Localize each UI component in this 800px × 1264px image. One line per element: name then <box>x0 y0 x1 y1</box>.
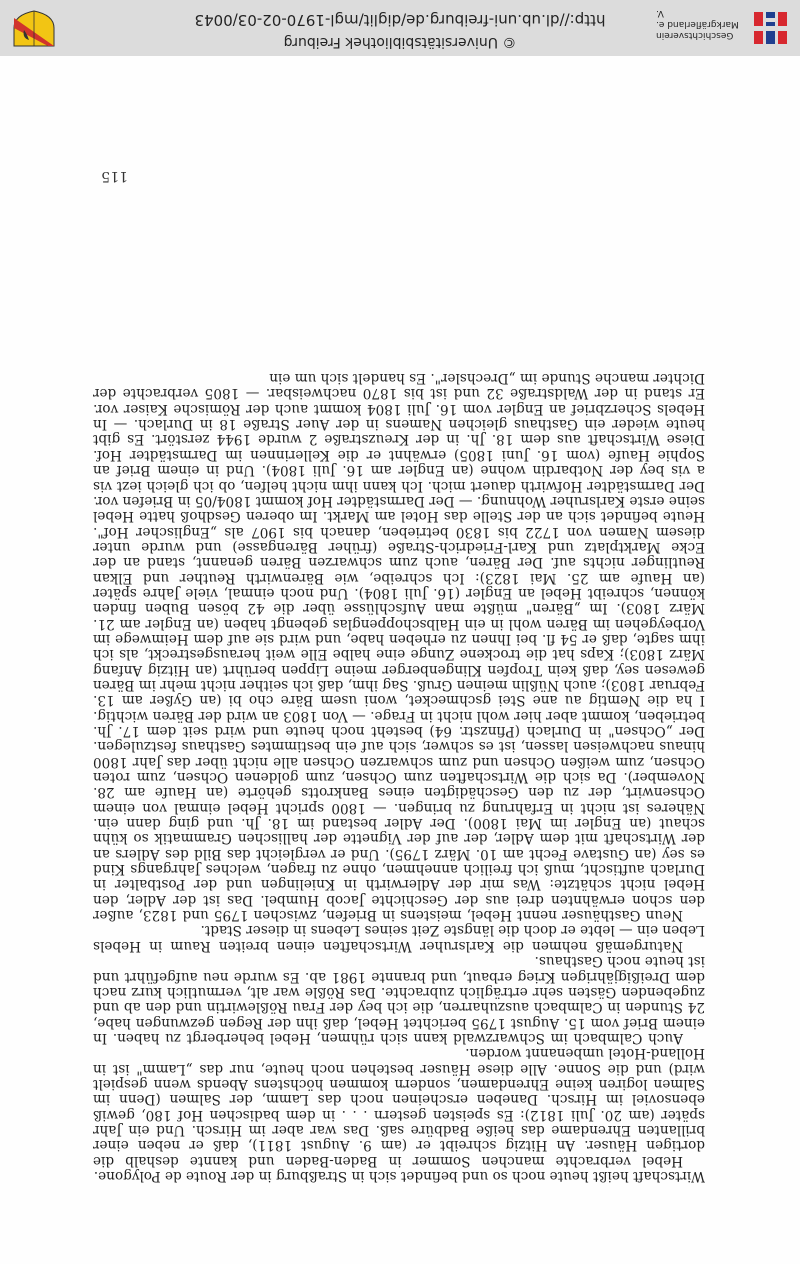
body-text <box>93 370 705 1183</box>
paragraph: Neun Gasthäuser nennt Hebel, meistens in Briefen, zwischen 1795 und 1823, außer den schon erwähnten drei aus der Geschichte Jacob Humbel. Das ist der Adler, den Hebel nicht schätzte: Was mir der Adlerwirth in Knielingen und der Postbalter in Durlach auftischt, muß ich freilich annehmen, ohne zu fragen, welches Jahrgangs Kind es sey (an Gustave Fecht am 10. März 1795). Und er vergleicht das Bild des Adlers an der Wirtschaft mit dem Adler, der auf der Vignette der hallischen Grammatik so kühn schaut (an Engler im Mai 1800). Der Adler bestand im 18. Jh. und ging dann ein. Näheres ist nicht in Erfahrung zu bringen. — 1800 spricht Hebel einmal von einem Ochsenwirt, der zu den Geschädigten eines Bankrotts gehörte (an Haufe am 28. November). Da sich die Wirtschaften zum Ochsen, zum goldenen Ochsen, zum roten Ochsen, zum weißen Ochsen und zum schwarzen Ochsen alle nicht über das Jahr 1800 hinaus nachweisen lassen, ist es schwer, sich auf ein bestimmtes Gasthaus festzulegen. Der „Ochsen" in Durlach (Pfinzstr. 64) besteht noch heute und wird seit dem 17. Jh. betrieben, kommt aber hier wohl nicht in Frage. — Von 1803 an wird der Bären wichtig. I ha die Nemtig au ane Stei gschmecket, woni usem Bäre cho bi (an Gyßer am 13. Februar 1803); auch Nüßlin meinen Gruß. Sag ihm, daß ich seither nicht mehr im Bären gewesen sey, daß kein Tropfen Klingenberger meine Lippen berührt (an Hitzig Anfang März 1803); Kaps hat die trockene Zunge eine halbe Elle weit herausgestreckt, als ich ihm sagte, daß er 54 fl. bei Ihnen zu erheben habe, und wird sie auf dem Heimwege im Vorbeygehen im Bären wohl in ein Halbschoppenglas gebengt haben (an Engler am 21. März 1803). Im „Bären" müßte man Aufschlüsse über die 42 bösen Buben finden können, schreibt Hebel an Engler (16. Juli 1804). Und noch einmal, viele Jahre später (an Haufe am 25. Mai 1823): Ich schreibe, wie Bärenwirth Reuther und Elkan Reutlinger nichts auf. Der Bären, auch zum schwarzen Bären genannt, stand an der Ecke Marktplatz und Karl-Friedrich-Straße (früher Bärengasse) und wurde unter diesem Namen von 1722 bis 1830 betrieben, danach bis 1907 als „Englischer Hof". Heute befindet sich an der Stelle das Hotel am Markt. Im oberen Gesdhoß hatte Hebel seine erste Karlsruher Wohnung. — Der Darmstädter Hof kommt 1804/05 in Briefen vor. Der Darmstädter Hofwirth dauert mich. Ich kann ihm nicht helfen, ob ich gleich iezt vis a vis bey der Notbardin wohne (an Engler am 16. Juli 1804). Und in einem Brief an Sophie Haufe (vom 16. Juni 1805) erwähnt er die Kellerinnen im Darmstädter Hof. Diese Wirtschaft aus dem 18. Jh. in der Kreuzstraße 2 wurde 1944 zerstört. Es gibt heute wieder ein Gasthaus gleichen Namens in der Auer Straße 18 in Durlach. — In Hebels Scherzbrief an Engler vom 16. Juli 1804 kommt auch der Römische Kaiser vor. Er stand in der Waldstraße 32 und ist bis 1870 nachweisbar. — 1805 verbrachte der Dichter manche Stunde im „Drechsler". Es handelt sich um ein <box>93 370 705 924</box>
org-name-line: Markgräflerland e. V. <box>656 8 739 29</box>
document-url-link[interactable]: http://dl.ub.uni-freiburg.de/diglit/mgl-1970-02-03/0043 <box>194 11 606 29</box>
paragraph: Naturgemäß nehmen die Karlsruher Wirtschaften einen breiten Raum in Hebels Leben ein — lebte er doch die längste Zeit seines Lebens in dieser Stadt. <box>93 922 705 954</box>
org-name-line: Geschichtsverein <box>656 30 734 40</box>
copyright-text: © Universitätsbibliothek Freiburg <box>283 34 517 50</box>
paragraph: Wirtschaft heißt heute noch so und befindet sich in Straßburg in der Route de Polygone. <box>93 1168 705 1184</box>
historical-society-name <box>656 7 746 40</box>
paragraph: Hebel verbrachte manchen Sommer in Baden-Baden und kannte deshalb die dortigen Häuser. An Hitzig schreibt er (am 9. August 1811), daß er neben einer brillanten Ehrendame das heiße Badbüre saß. Das war aber im Hirsch. Und ein Jahr später (am 20. Juli 1812): Es speisten gestern . . . in dem badischen Hof 180, gewiß ebensoviel im Hirsch. Daneben erscheinen noch das Lamm, der Salmen (Denn im Salmen logiren keine Ehrendamen, sondern kommen höchstens Abends wenn gespielt wird) und die Sonne. Alle diese Häuser bestehen noch heute, nur das „Lamm" ist in Holland-Hotel umbenannt worden. <box>93 1045 705 1169</box>
scanned-page <box>0 56 800 1264</box>
paragraph: Auch Calmbach im Schwarzwald kann sich rühmen, Hebel beherbergt zu haben. In einem Brief vom 15. August 1795 berichtet Hebel, daß ihn der Regen gezwungen habe, 24 Stunden in Calmbach auszuharren, die ich bey der Frau Rößlewirtin und den ab und zugebenden Gästen sehr erträglich zubrachte. Das Rößle war alt, vermutlich kurz nach dem Dreißigjährigen Krieg erbaut, und brannte 1981 ab. Es wurde neu aufgeführt und ist heute noch Gasthaus. <box>93 953 705 1046</box>
ub-freiburg-logo-icon <box>750 8 790 48</box>
coat-of-arms-icon <box>11 10 57 48</box>
page-number: 115 <box>101 168 128 184</box>
